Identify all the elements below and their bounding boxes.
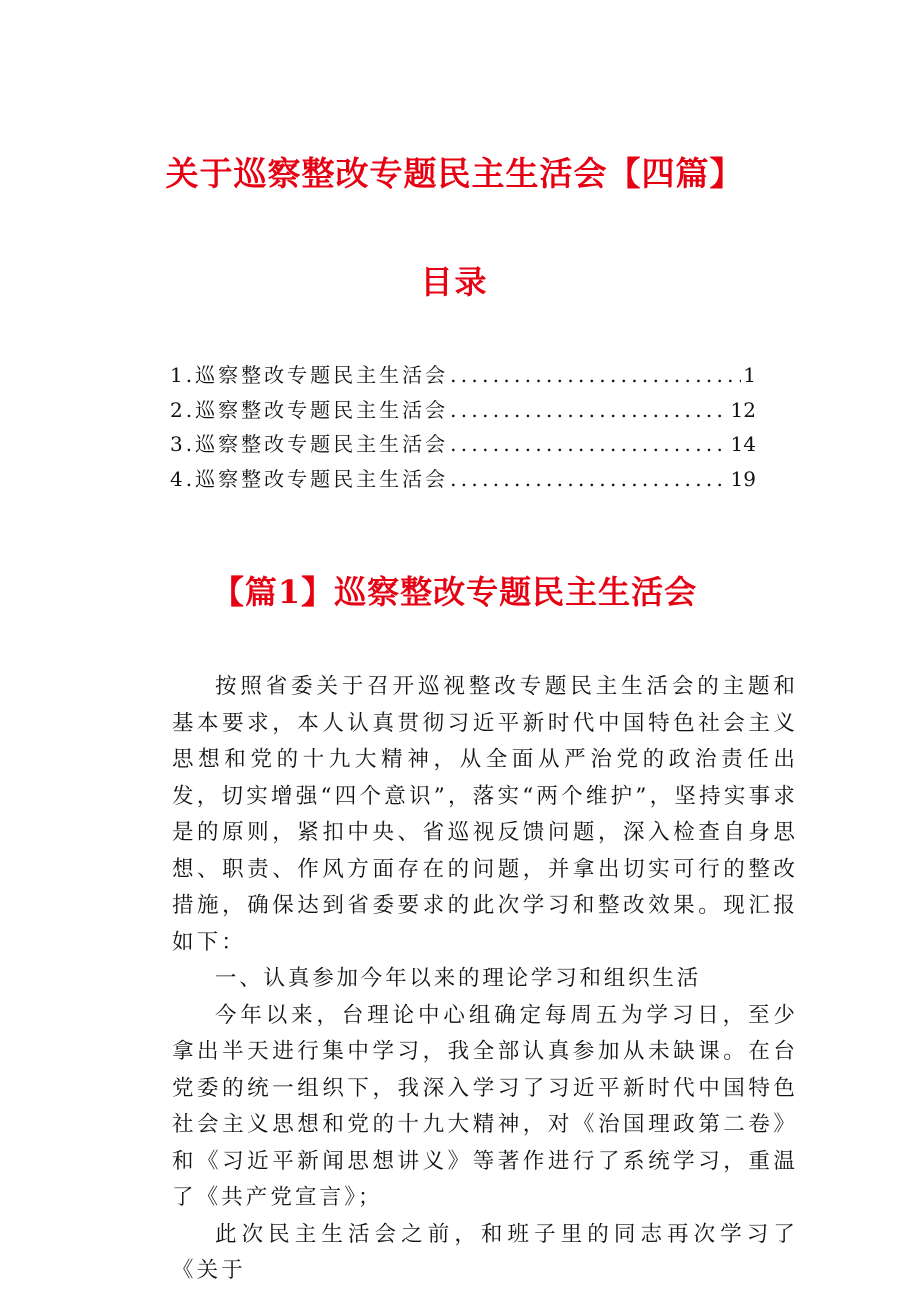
- body-paragraph: 今年以来，台理论中心组确定每周五为学习日，至少拿出半天进行集中学习，我全部认真参加从未缺课。在台党委的统一组织下，我深入学习了习近平新时代中国特色社会主义思想和党的十九大精神，对《治国理政第二卷》和《习近平新闻思想讲义》等著作进行了系统学习，重温了《共产党宣言》；: [172, 1002, 798, 1210]
- toc-entry[interactable]: [170, 393, 756, 428]
- toc-heading: 目录: [420, 263, 489, 301]
- document-title: 关于巡察整改专题民主生活会【四篇】: [165, 154, 744, 193]
- toc-leader-dots: [450, 393, 728, 428]
- toc-entry[interactable]: [170, 427, 756, 462]
- toc-entry-label: 2.巡察整改专题民主生活会: [170, 397, 449, 422]
- toc-entry-label: 1.巡察整改专题民主生活会: [170, 363, 449, 387]
- toc-leader-dots: [450, 427, 728, 462]
- toc-entry[interactable]: [170, 462, 756, 497]
- body-paragraph: 此次民主生活会之前，和班子里的同志再次学习了《关于: [172, 1221, 798, 1283]
- toc-entry-page: 1: [743, 363, 756, 387]
- toc-leader-dots: [450, 462, 728, 497]
- toc-entry-page: 19: [730, 466, 756, 491]
- body-paragraph: 按照省委关于召开巡视整改专题民主生活会的主题和基本要求，本人认真贯彻习近平新时代中国特色社会主义思想和党的十九大精神，从全面从严治党的政治责任出发，切实增强“四个意识”，落实“两个维护”，坚持实事求是的原则，紧扣中央、省巡视反馈问题，深入检查自身思想、职责、作风方面存在的问题，并拿出切实可行的整改措施，确保达到省委要求的此次学习和整改效果。现汇报如下：: [172, 674, 798, 955]
- subsection-heading: 一、认真参加今年以来的理论学习和组织生活: [215, 966, 702, 991]
- toc-entry[interactable]: [170, 358, 756, 393]
- section-title: 【篇1】巡察整改专题民主生活会: [211, 573, 698, 611]
- table-of-contents: [170, 358, 756, 496]
- toc-leader-dots: [450, 358, 741, 393]
- toc-entry-page: 14: [730, 432, 756, 457]
- body-text: [172, 669, 798, 1290]
- toc-entry-label: 3.巡察整改专题民主生活会: [170, 432, 449, 457]
- toc-entry-page: 12: [730, 397, 756, 422]
- toc-entry-label: 4.巡察整改专题民主生活会: [170, 466, 449, 491]
